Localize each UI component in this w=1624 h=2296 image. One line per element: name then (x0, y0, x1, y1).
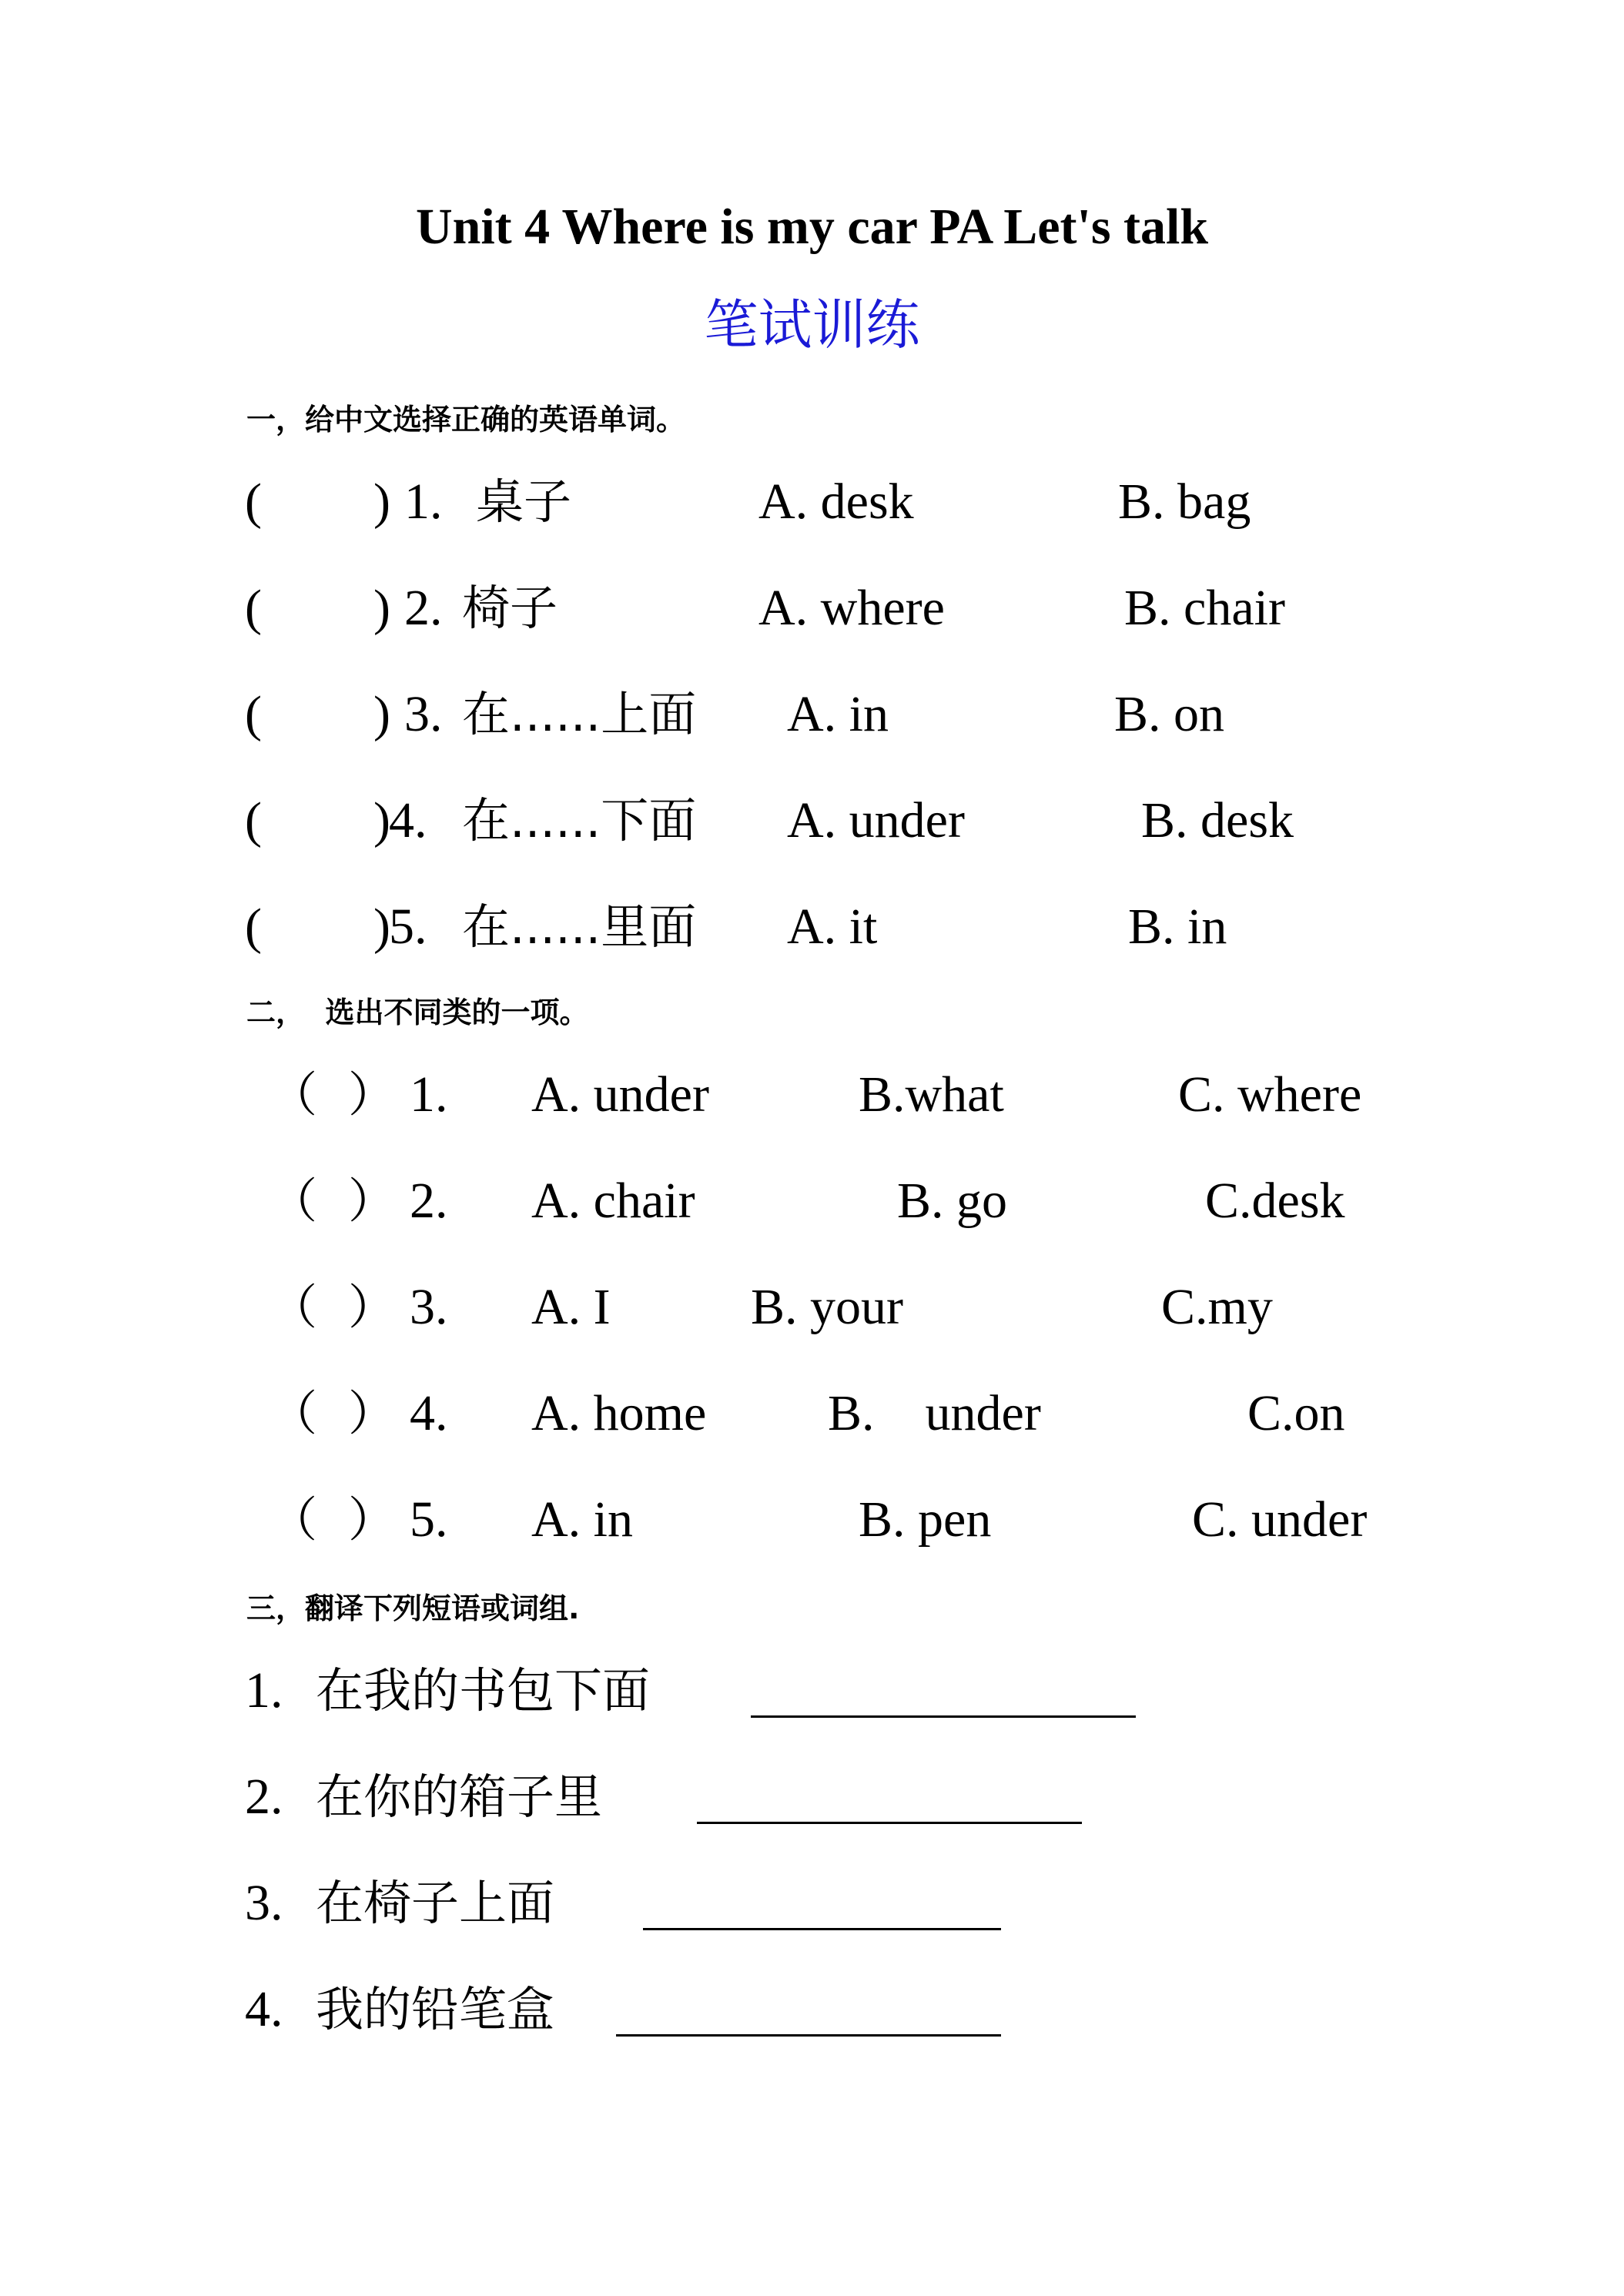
option-b[interactable]: B. chair (1124, 580, 1285, 636)
answer-paren-open[interactable]: ( (245, 899, 262, 955)
question-number: 3. (404, 686, 443, 742)
chinese-phrase: 在椅子上面 (316, 1875, 555, 1931)
answer-blank[interactable] (643, 1928, 1001, 1930)
question-number: 4. (410, 1385, 448, 1441)
page-subtitle: 笔试训练 (704, 293, 920, 356)
option-c[interactable]: C. under (1192, 1491, 1368, 1548)
option-a[interactable]: A. in (531, 1491, 633, 1548)
option-c[interactable]: C. where (1178, 1066, 1362, 1123)
answer-paren-close: ) (373, 580, 390, 636)
answer-paren-open[interactable]: （ (270, 1491, 318, 1548)
answer-paren-close: ） (348, 1385, 397, 1441)
option-a[interactable]: A. I (531, 1279, 611, 1335)
option-a[interactable]: A. where (758, 580, 945, 636)
answer-paren-open[interactable]: （ (270, 1279, 318, 1335)
option-b[interactable]: B. your (751, 1279, 903, 1335)
chinese-word: 在......里面 (462, 899, 697, 955)
item-number: 3. (245, 1875, 283, 1931)
answer-paren-close: ) (373, 792, 390, 848)
chinese-phrase: 在我的书包下面 (316, 1662, 651, 1719)
answer-paren-close: ) (373, 899, 390, 955)
option-a[interactable]: A. under (787, 792, 965, 848)
answer-paren-close: ) (373, 686, 390, 742)
question-number: 1. (404, 474, 443, 530)
answer-paren-open[interactable]: ( (245, 792, 262, 848)
answer-paren-open[interactable]: ( (245, 474, 262, 530)
section1-heading: 一，给中文选择正确的英语单词。 (246, 403, 686, 437)
chinese-word: 桌子 (476, 474, 572, 530)
option-a[interactable]: A. under (531, 1066, 709, 1123)
option-c[interactable]: C.desk (1205, 1173, 1345, 1229)
option-b[interactable]: B. on (1114, 686, 1225, 742)
option-c[interactable]: C.my (1161, 1279, 1273, 1335)
answer-paren-open[interactable]: ( (245, 580, 262, 636)
answer-paren-open[interactable]: （ (270, 1066, 318, 1123)
question-number: 4. (389, 792, 427, 848)
option-c[interactable]: C.on (1247, 1385, 1345, 1441)
option-a[interactable]: A. chair (531, 1173, 695, 1229)
answer-paren-close: ） (348, 1066, 397, 1123)
chinese-word: 在......上面 (462, 686, 697, 742)
item-number: 4. (245, 1981, 283, 2037)
option-a[interactable]: A. in (787, 686, 889, 742)
answer-paren-open[interactable]: （ (270, 1173, 318, 1229)
chinese-word: 椅子 (462, 580, 558, 636)
answer-paren-close: ） (348, 1173, 397, 1229)
option-b[interactable]: B. under (828, 1385, 1041, 1441)
page-title: Unit 4 Where is my car PA Let's talk (415, 199, 1209, 255)
option-b[interactable]: B. in (1128, 899, 1227, 955)
answer-paren-open[interactable]: （ (270, 1385, 318, 1441)
option-b[interactable]: B. pen (859, 1491, 992, 1548)
option-b[interactable]: B.what (859, 1066, 1004, 1123)
option-a[interactable]: A. desk (758, 474, 914, 530)
section2-heading: 二， 选出不同类的一项。 (246, 996, 589, 1029)
option-a[interactable]: A. it (787, 899, 878, 955)
question-number: 3. (410, 1279, 448, 1335)
item-number: 2. (245, 1769, 283, 1825)
option-b[interactable]: B. bag (1118, 474, 1251, 530)
option-b[interactable]: B. go (897, 1173, 1008, 1229)
chinese-word: 在......下面 (462, 792, 697, 848)
item-number: 1. (245, 1662, 283, 1719)
answer-paren-close: ) (373, 474, 390, 530)
question-number: 2. (410, 1173, 448, 1229)
answer-paren-close: ） (348, 1279, 397, 1335)
option-b[interactable]: B. desk (1141, 792, 1294, 848)
answer-blank[interactable] (697, 1822, 1082, 1824)
option-a[interactable]: A. home (531, 1385, 707, 1441)
question-number: 1. (410, 1066, 448, 1123)
chinese-phrase: 我的铅笔盒 (316, 1981, 555, 2037)
answer-paren-open[interactable]: ( (245, 686, 262, 742)
section3-heading: 三，翻译下列短语或词组. (246, 1591, 580, 1625)
question-number: 5. (410, 1491, 448, 1548)
answer-paren-close: ） (348, 1491, 397, 1548)
question-number: 5. (389, 899, 427, 955)
question-number: 2. (404, 580, 443, 636)
chinese-phrase: 在你的箱子里 (316, 1769, 603, 1825)
answer-blank[interactable] (751, 1715, 1136, 1718)
answer-blank[interactable] (616, 2034, 1001, 2037)
